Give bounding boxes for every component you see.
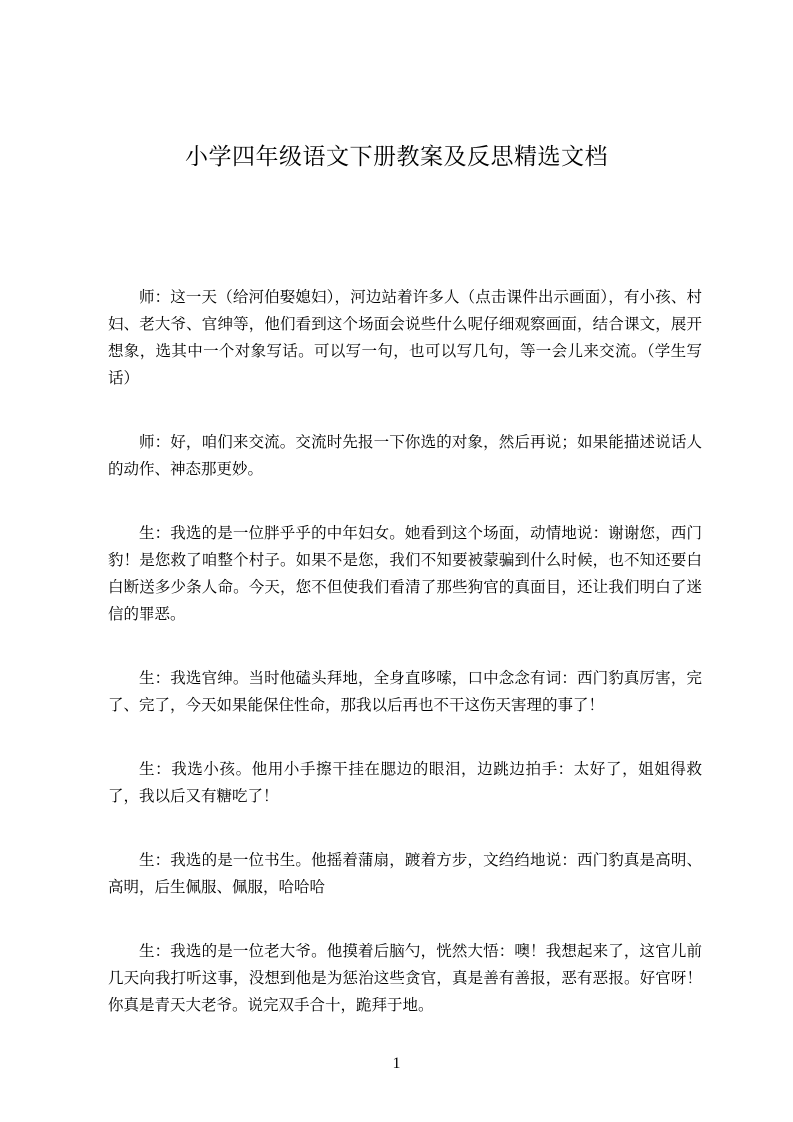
paragraph-2: 师：好，咱们来交流。交流时先报一下你选的对象，然后再说；如果能描述说话人的动作、神态那更妙。: [108, 433, 702, 478]
paragraph-6: 生：我选的是一位书生。他摇着蒲扇，踱着方步，文绉绉地说：西门豹真是高明、高明，后生佩服、佩服，哈哈哈: [108, 851, 702, 896]
paragraph-3: 生：我选的是一位胖乎乎的中年妇女。她看到这个场面，动情地说：谢谢您，西门豹！是您救了咱整个村子。如果不是您，我们不知要被蒙骗到什么时候，也不知还要白白断送多少条人命。今天，您不但使我们看清了那些狗官的真面目，还让我们明白了迷信的罪恶。: [108, 524, 702, 623]
document-body: [108, 284, 702, 1056]
paragraph-5: 生：我选小孩。他用小手擦干挂在腮边的眼泪，边跳边拍手：太好了，姐姐得救了，我以后又有糖吃了！: [108, 760, 702, 805]
document-title: 小学四年级语文下册教案及反思精选文档: [185, 144, 608, 170]
paragraph-7: 生：我选的是一位老大爷。他摸着后脑勺，恍然大悟：噢！我想起来了，这官儿前几天向我打听这事，没想到他是为惩治这些贪官，真是善有善报，恶有恶报。好官呀！你真是青天大老爷。说完双手合十，跪拜于地。: [108, 942, 702, 1014]
paragraph-4: 生：我选官绅。当时他磕头拜地，全身直哆嗦，口中念念有词：西门豹真厉害，完了、完了，今天如果能保住性命，那我以后再也不干这伤天害理的事了！: [108, 669, 702, 714]
page-number: 1: [392, 1055, 401, 1072]
paragraph-1: 师：这一天（给河伯娶媳妇），河边站着许多人（点击课件出示画面），有小孩、村妇、老大爷、官绅等，他们看到这个场面会说些什么呢仔细观察画面，结合课文，展开想象，选其中一个对象写话。可以写一句，也可以写几句，等一会儿来交流。（学生写话）: [108, 288, 702, 387]
